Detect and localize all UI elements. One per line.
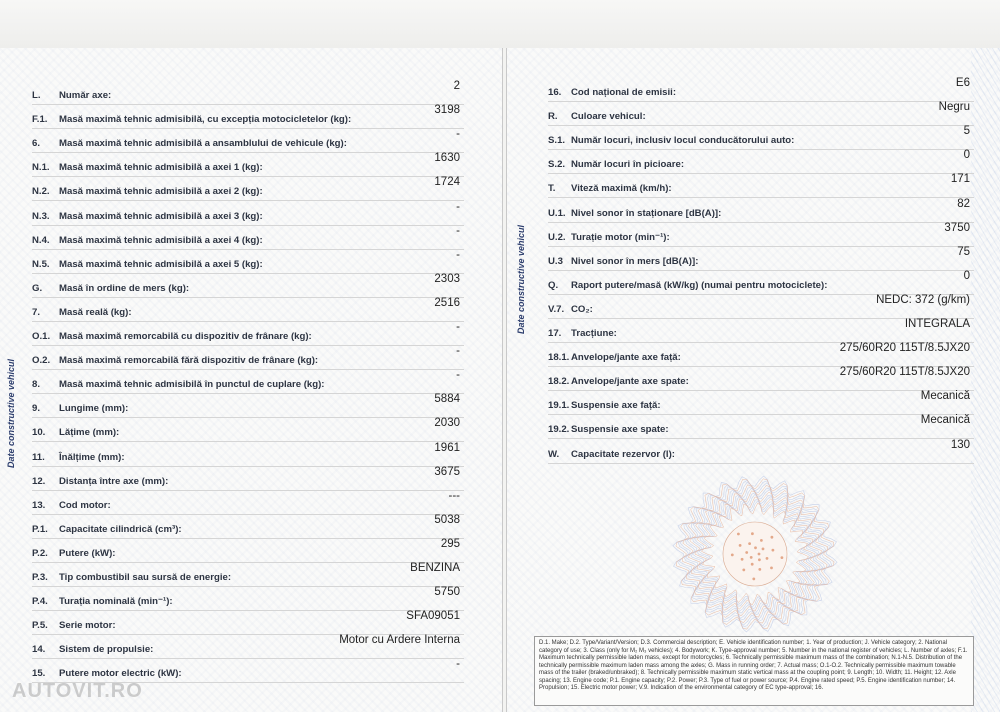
field-code: O.2. <box>32 355 51 367</box>
field-value: 1724 <box>434 176 460 189</box>
side-label-left: Date constructive vehicul <box>6 358 16 468</box>
field-code: S.2. <box>548 159 566 171</box>
field-code: U.2. <box>548 231 566 243</box>
left-field-row <box>32 610 464 635</box>
field-value: 2516 <box>434 296 460 309</box>
field-value: 82 <box>957 197 970 210</box>
field-value: Motor cu Ardere Interna <box>339 634 460 647</box>
right-field-row <box>548 294 974 319</box>
field-label: Masă maximă tehnic admisibilă a axei 2 (kg): <box>59 186 263 198</box>
field-label: Anvelope/jante axe față: <box>571 352 681 364</box>
field-value: 0 <box>963 269 970 282</box>
right-field-row <box>548 125 974 150</box>
field-code: U.1. <box>548 207 566 219</box>
field-code: G. <box>32 282 43 294</box>
field-value: BENZINA <box>410 562 460 574</box>
field-value: 1630 <box>434 152 460 165</box>
field-code: 15. <box>32 668 46 680</box>
field-value: NEDC: 372 (g/km) <box>876 293 970 306</box>
field-label: Tip combustibil sau sursă de energie: <box>59 572 232 583</box>
scan-background <box>0 0 1000 48</box>
left-field-row <box>32 586 464 611</box>
field-value: - <box>456 248 460 261</box>
field-value: 275/60R20 115T/8.5JX20 <box>839 366 970 379</box>
left-field-row <box>32 466 464 491</box>
field-label: Număr locuri, inclusiv locul conducătorului auto: <box>571 135 795 147</box>
field-code: P.3. <box>32 572 48 583</box>
left-field-row <box>32 514 464 539</box>
right-field-row <box>548 390 974 415</box>
field-code: N.5. <box>32 258 50 270</box>
field-label: Lățime (mm): <box>59 427 120 439</box>
left-field-row <box>32 297 464 322</box>
field-label: Masă maximă remorcabilă cu dispozitiv de frânare (kg): <box>59 331 312 342</box>
right-field-row <box>548 246 974 271</box>
field-label: Cod național de emisii: <box>571 87 677 98</box>
field-label: Nivel sonor în mers [dB(A)]: <box>571 255 699 267</box>
right-field-row <box>548 439 974 464</box>
field-label: Suspensie axe spate: <box>571 424 669 436</box>
field-label: Masă maximă remorcabilă fără dispozitiv de frânare (kg): <box>59 355 319 367</box>
field-label: Lungime (mm): <box>59 403 129 415</box>
field-code: 18.1. <box>548 352 570 364</box>
field-label: Sistem de propulsie: <box>59 644 154 656</box>
field-code: 9. <box>32 403 41 415</box>
field-value: 5038 <box>434 513 460 526</box>
field-value: 5 <box>963 125 970 138</box>
field-value: --- <box>448 489 460 502</box>
field-value: E6 <box>955 77 970 89</box>
field-value: 5884 <box>434 393 460 406</box>
field-label: Înălțime (mm): <box>59 451 125 463</box>
field-label: Capacitate cilindrică (cm³): <box>59 523 182 535</box>
field-code: 11. <box>32 451 45 463</box>
right-field-row <box>548 342 974 367</box>
field-code: 14. <box>32 644 46 656</box>
field-label: CO₂: <box>571 303 593 315</box>
left-field-row <box>32 201 464 226</box>
field-value: Mecanică <box>920 414 970 427</box>
field-code: U.3 <box>548 255 563 267</box>
field-code: N.2. <box>32 186 50 198</box>
field-code: 6. <box>32 138 41 150</box>
left-field-row <box>32 225 464 250</box>
field-code: V.7. <box>548 303 565 315</box>
field-value: INTEGRALA <box>904 318 970 330</box>
field-code: 19.2. <box>548 424 570 436</box>
right-field-row <box>548 318 974 343</box>
right-field-row <box>548 222 974 247</box>
field-label: Capacitate rezervor (l): <box>571 448 675 460</box>
field-value: - <box>456 128 460 141</box>
field-value: 3198 <box>434 104 460 117</box>
field-code: 8. <box>32 379 41 391</box>
field-label: Distanța între axe (mm): <box>59 475 169 487</box>
field-value: Mecanică <box>920 390 970 403</box>
field-code: 12. <box>32 475 46 487</box>
field-code: L. <box>32 90 41 101</box>
guilloche-seal <box>640 474 870 634</box>
left-field-row <box>32 104 464 129</box>
legend-text: D.1. Make; D.2. Type/Variant/Version; D.3. Commercial description; E. Vehicle identification number; 1. Year of production; J. Vehicle category; 2. National category of use; 3. Class (only for M₂ M₃ vehicles); 4. Bodywork; K. Type-approval number; 5. Number in the national register of vehicles; L. Number of axles; F.1. Maximum technically permissible laden mass, except for motorcycles; 6. Technically permissible maximum mass of the combination; N.1-N.5. Distribution of the technically permissible maximum laden mass among the axles; G. Mass in running order; 7. Actual mass; O.1-O.2. Technically permissible maximum towable mass of the trailer (braked/unbraked); 8. Technically permissible maximum static vertical mass at the coupling point; 9. Length; 10. Width; 11. Height; 12. Axle spacing; 13. Engine code; P.1. Engine capacity; P.2. Power; P.3. Type of fuel or power source; P.4. Engine rated speed; P.5. Engine identification number; 14. Propulsion; 15. Electric motor power; V.9. Indication of the environmental category of EC type-approval; 16. <box>539 640 968 691</box>
left-field-row <box>32 345 464 370</box>
field-code: R. <box>548 111 558 123</box>
field-label: Turația nominală (min⁻¹): <box>59 596 173 608</box>
field-value: 295 <box>440 537 460 550</box>
field-code: 13. <box>32 499 46 511</box>
field-value: 275/60R20 115T/8.5JX20 <box>839 342 970 355</box>
field-label: Masă în ordine de mers (kg): <box>59 282 190 294</box>
field-label: Masă maximă tehnic admisibilă în punctul de cuplare (kg): <box>59 379 325 391</box>
field-label: Putere motor electric (kW): <box>59 668 182 680</box>
left-field-row <box>32 80 464 105</box>
field-label: Cod motor: <box>59 499 111 511</box>
field-code: Q. <box>548 279 559 291</box>
field-value: - <box>456 658 460 671</box>
field-label: Masă maximă tehnic admisibilă a axei 5 (kg): <box>59 258 263 270</box>
field-label: Tracțiune: <box>571 328 617 339</box>
legend-box <box>534 636 974 706</box>
field-label: Raport putere/masă (kW/kg) (numai pentru motociclete): <box>571 279 828 291</box>
field-code: 10. <box>32 427 46 439</box>
field-code: P.5. <box>32 620 48 632</box>
watermark-logo: AUTOVIT.RO <box>12 680 143 702</box>
field-label: Putere (kW): <box>59 547 116 559</box>
field-code: S.1. <box>548 135 566 147</box>
field-code: T. <box>548 183 556 195</box>
right-field-row <box>548 173 974 198</box>
left-field-row <box>32 442 464 467</box>
right-field-row <box>548 77 974 102</box>
field-code: 17. <box>548 328 562 339</box>
field-value: 2 <box>453 80 460 92</box>
left-field-row <box>32 176 464 201</box>
left-field-row <box>32 417 464 442</box>
field-label: Culoare vehicul: <box>571 111 646 123</box>
right-field-row <box>548 270 974 295</box>
field-value: 75 <box>957 245 970 258</box>
field-value: 130 <box>950 438 970 451</box>
field-code: N.4. <box>32 234 50 246</box>
field-label: Număr axe: <box>59 90 112 101</box>
left-field-row <box>32 562 464 587</box>
field-label: Masă maximă tehnic admisibilă a axei 3 (kg): <box>59 210 263 222</box>
field-label: Anvelope/jante axe spate: <box>571 376 689 388</box>
field-label: Masă maximă tehnic admisibilă a ansamblului de vehicule (kg): <box>59 138 347 150</box>
side-label-right: Date constructive vehicul <box>516 224 526 334</box>
field-code: 7. <box>32 306 41 318</box>
field-code: N.1. <box>32 162 50 174</box>
field-value: Negru <box>938 101 970 114</box>
field-label: Suspensie axe față: <box>571 400 661 412</box>
field-code: F.1. <box>32 114 48 126</box>
right-field-row <box>548 101 974 126</box>
field-value: 2030 <box>434 417 460 430</box>
left-field-row <box>32 538 464 563</box>
field-code: N.3. <box>32 210 50 222</box>
left-field-row <box>32 393 464 418</box>
field-value: - <box>456 345 460 358</box>
field-code: P.2. <box>32 547 48 559</box>
field-code: 18.2. <box>548 376 570 388</box>
field-value: 1961 <box>434 441 460 454</box>
field-value: 2303 <box>434 272 460 285</box>
field-code: P.1. <box>32 523 48 535</box>
right-field-row <box>548 366 974 391</box>
field-code: W. <box>548 448 560 460</box>
field-value: 0 <box>963 149 970 162</box>
left-field-row <box>32 369 464 394</box>
field-code: P.4. <box>32 596 48 608</box>
left-field-row <box>32 152 464 177</box>
field-value: 5750 <box>434 586 460 599</box>
field-label: Masă maximă tehnic admisibilă, cu excepția motocicletelor (kg): <box>59 114 352 126</box>
field-value: 171 <box>950 173 970 186</box>
left-field-row <box>32 249 464 274</box>
field-code: 16. <box>548 87 562 98</box>
field-label: Serie motor: <box>59 620 116 632</box>
left-field-row <box>32 128 464 153</box>
field-value: - <box>456 321 460 333</box>
right-field-row <box>548 414 974 439</box>
left-field-row <box>32 634 464 659</box>
field-label: Masă reală (kg): <box>59 306 132 318</box>
field-label: Masă maximă tehnic admisibilă a axei 4 (kg): <box>59 234 263 246</box>
field-code: 19.1. <box>548 400 570 412</box>
field-value: SFA09051 <box>406 610 460 623</box>
field-label: Masă maximă tehnic admisibilă a axei 1 (kg): <box>59 162 263 174</box>
field-label: Turație motor (min⁻¹): <box>571 231 670 243</box>
left-field-row <box>32 273 464 298</box>
right-field-row <box>548 149 974 174</box>
field-value: - <box>456 369 460 382</box>
field-value: - <box>456 224 460 237</box>
left-field-row <box>32 321 464 346</box>
field-value: 3675 <box>434 465 460 478</box>
field-label: Număr locuri în picioare: <box>571 159 685 171</box>
left-field-row <box>32 490 464 515</box>
field-value: - <box>456 200 460 213</box>
field-code: O.1. <box>32 331 51 342</box>
field-label: Nivel sonor în staționare [dB(A)]: <box>571 207 722 219</box>
field-label: Viteză maximă (km/h): <box>571 183 672 195</box>
field-value: 3750 <box>944 221 970 234</box>
right-field-row <box>548 198 974 223</box>
